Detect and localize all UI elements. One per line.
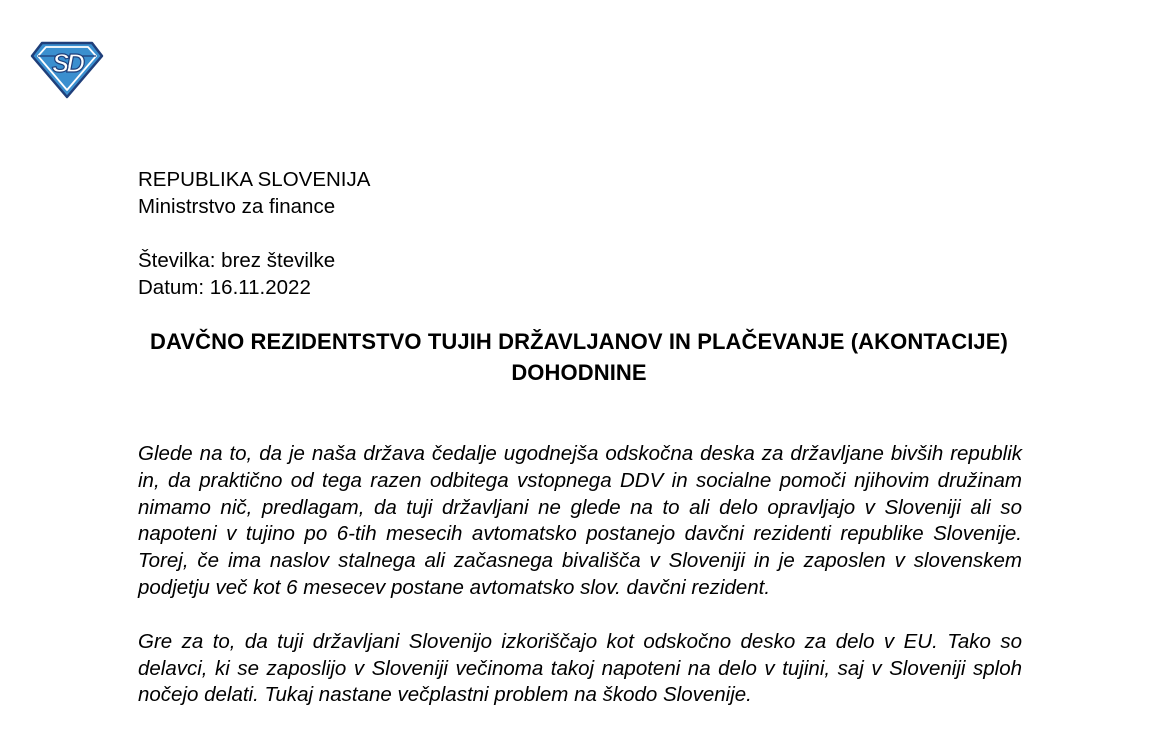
logo-text: SD xyxy=(51,47,83,78)
document-body xyxy=(138,441,1022,709)
document-header xyxy=(138,166,370,301)
document-number: Številka: brez številke xyxy=(138,249,336,272)
sd-logo xyxy=(30,40,104,100)
country-name: REPUBLIKA SLOVENIJA xyxy=(138,168,371,191)
paragraph-1: Glede na to, da je naša država čedalje ugodnejša odskočna deska za državljane bivših republik in, da praktično od tega razen odbitega vstopnega DDV in socialne pomoči njihovim družinam nimamo nič, predlagam, da tuji državljani ne glede na to ali delo opravljajo v Sloveniji ali so napoteni v tujino po 6-tih mesecih avtomatsko postanejo davčni rezidenti republike Slovenije. Torej, če ima naslov stalnega ali začasnega bivališča v Sloveniji in je zaposlen v slovenskem podjetju več kot 6 mesecev postane avtomatsko slov. davčni rezident. xyxy=(138,442,1022,599)
document-title: DAVČNO REZIDENTSTVO TUJIH DRŽAVLJANOV IN PLAČEVANJE (AKONTACIJE) DOHODNINE xyxy=(150,329,1008,385)
ministry-name: Ministrstvo za finance xyxy=(138,195,336,218)
paragraph-2: Gre za to, da tuji državljani Slovenijo izkoriščajo kot odskočno desko za delo v EU. Tako so delavci, ki se zaposlijo v Sloveniji večinoma takoj napoteni na delo v tujini, saj v Sloveniji sploh nočejo delati. Tukaj nastane večplastni problem na škodo Slovenije. xyxy=(138,629,1022,707)
document-date: Datum: 16.11.2022 xyxy=(138,276,311,299)
